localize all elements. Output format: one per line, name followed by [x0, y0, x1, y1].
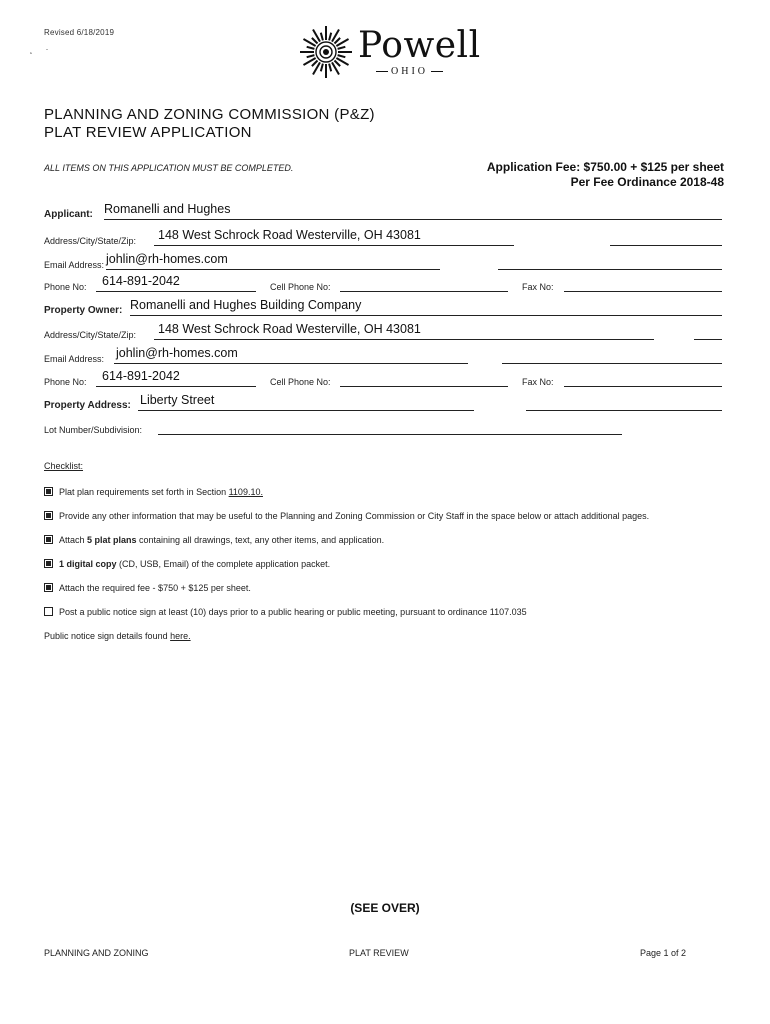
fee-ordinance: Per Fee Ordinance 2018-48 — [570, 175, 724, 189]
email-value: johlin@rh-homes.com — [106, 252, 228, 266]
checklist-heading: Checklist: — [44, 461, 84, 471]
powell-logo — [298, 22, 488, 82]
applicant-value: Romanelli and Hughes — [104, 202, 231, 216]
sign-details — [44, 631, 191, 641]
checkbox-checked[interactable] — [44, 511, 53, 520]
checkbox-checked[interactable] — [44, 583, 53, 592]
sun-ray — [334, 60, 340, 66]
fax-label: Fax No: — [522, 282, 554, 292]
owner-label: Property Owner: — [44, 305, 123, 316]
form-title-line1: PLANNING AND ZONING COMMISSION (P&Z) — [44, 106, 375, 123]
owner-address-value: 148 West Schrock Road Westerville, OH 43081 — [158, 322, 421, 336]
applicant-address-row — [44, 224, 722, 246]
checklist-text: Post a public notice sign at least (10) days prior to a public hearing or public meeting, pursuant to ordinance 1107.035 — [59, 607, 527, 617]
applicant-email-row — [44, 248, 722, 270]
owner-address-label: Address/City/State/Zip: — [44, 330, 137, 340]
sun-ray — [329, 64, 331, 72]
owner-phone-field[interactable] — [96, 386, 256, 387]
owner-email-value: johlin@rh-homes.com — [116, 346, 238, 360]
phone-field[interactable] — [96, 291, 256, 292]
applicant-phone-row — [44, 270, 722, 292]
owner-email-row — [44, 342, 722, 364]
sun-ray — [307, 55, 315, 57]
sign-details-link[interactable]: here. — [170, 631, 191, 641]
cell-phone-field[interactable] — [340, 291, 508, 292]
checkbox-unchecked[interactable] — [44, 607, 53, 616]
checklist-text: Provide any other information that may be useful to the Planning and Zoning Commission or City Staff in the space below or attach additional pages. — [59, 511, 650, 521]
sun-ray — [338, 55, 346, 57]
sun-ray — [321, 33, 323, 41]
property-address-value: Liberty Street — [140, 393, 215, 407]
address-value: 148 West Schrock Road Westerville, OH 43081 — [158, 228, 421, 242]
logo-wordmark: Powell — [358, 25, 481, 66]
address-label: Address/City/State/Zip: — [44, 236, 137, 246]
form-title-line2: PLAT REVIEW APPLICATION — [44, 124, 252, 141]
checklist-item — [44, 559, 330, 569]
owner-phone-value: 614-891-2042 — [102, 369, 180, 383]
address-field-extra[interactable] — [610, 245, 722, 246]
fax-field[interactable] — [564, 291, 722, 292]
property-address-row — [44, 389, 722, 411]
sun-ray — [307, 47, 315, 49]
owner-cell-field[interactable] — [340, 386, 508, 387]
sun-ray — [312, 60, 318, 66]
section-link[interactable]: 1109.10. — [228, 487, 263, 497]
checklist-text-pre: Attach — [59, 535, 88, 545]
applicant-label: Applicant: — [44, 209, 93, 220]
owner-value: Romanelli and Hughes Building Company — [130, 298, 362, 312]
owner-address-field[interactable] — [154, 339, 654, 340]
sun-ray — [321, 64, 323, 72]
checklist-item — [44, 487, 263, 497]
sun-ray — [334, 38, 340, 44]
email-label: Email Address: — [44, 260, 105, 270]
checklist-text: Plat plan requirements set forth in Section — [59, 487, 229, 497]
checklist-item — [44, 535, 384, 545]
cell-phone-label: Cell Phone No: — [270, 282, 331, 292]
applicant-row — [44, 198, 722, 220]
owner-email-field-extra[interactable] — [502, 363, 722, 364]
phone-value: 614-891-2042 — [102, 274, 180, 288]
checkbox-checked[interactable] — [44, 487, 53, 496]
completion-notice: ALL ITEMS ON THIS APPLICATION MUST BE COMPLETED. — [44, 163, 294, 173]
owner-address-field-extra[interactable] — [694, 339, 722, 340]
owner-phone-row — [44, 365, 722, 387]
scan-specks: ˛ · — [30, 44, 49, 54]
owner-row — [44, 294, 722, 316]
owner-phone-label: Phone No: — [44, 377, 87, 387]
footer-center: PLAT REVIEW — [349, 948, 409, 958]
sun-ray — [329, 33, 331, 41]
checklist-text: containing all drawings, text, any other items, and application. — [136, 535, 385, 545]
checklist-text: Attach the required fee - $750 + $125 per sheet. — [59, 583, 251, 593]
revised-date: Revised 6/18/2019 — [44, 28, 115, 37]
owner-email-label: Email Address: — [44, 354, 105, 364]
sun-ray — [312, 38, 318, 44]
application-fee — [487, 160, 724, 190]
checkbox-checked[interactable] — [44, 559, 53, 568]
property-address-field[interactable] — [138, 410, 474, 411]
property-address-field-extra[interactable] — [526, 410, 722, 411]
owner-field[interactable] — [130, 315, 722, 316]
property-address-label: Property Address: — [44, 400, 131, 411]
checklist-text-bold: 5 plat plans — [87, 535, 137, 545]
lot-row — [44, 413, 722, 435]
checklist-text: (CD, USB, Email) of the complete application packet. — [116, 559, 331, 569]
sunburst-icon — [298, 24, 354, 80]
checklist-item — [44, 511, 649, 521]
lot-field[interactable] — [158, 434, 622, 435]
sun-ray — [338, 47, 346, 49]
checklist-text-bold: 1 digital copy — [59, 559, 117, 569]
logo-subtitle: OHIO — [373, 66, 446, 77]
applicant-field[interactable] — [104, 219, 722, 220]
footer-page: Page 1 of 2 — [640, 948, 687, 958]
fee-amount: Application Fee: $750.00 + $125 per sheet — [486, 160, 724, 174]
owner-cell-label: Cell Phone No: — [270, 377, 331, 387]
owner-fax-label: Fax No: — [522, 377, 554, 387]
owner-email-field[interactable] — [114, 363, 468, 364]
phone-label: Phone No: — [44, 282, 87, 292]
checklist-item — [44, 583, 251, 593]
checklist-item — [44, 607, 527, 617]
see-over-note: (SEE OVER) — [350, 901, 420, 915]
footer-left: PLANNING AND ZONING — [44, 948, 149, 958]
sign-details-text: Public notice sign details found — [44, 631, 171, 641]
checkbox-checked[interactable] — [44, 535, 53, 544]
address-field[interactable] — [154, 245, 514, 246]
owner-fax-field[interactable] — [564, 386, 722, 387]
owner-address-row — [44, 318, 722, 340]
lot-label: Lot Number/Subdivision: — [44, 425, 143, 435]
